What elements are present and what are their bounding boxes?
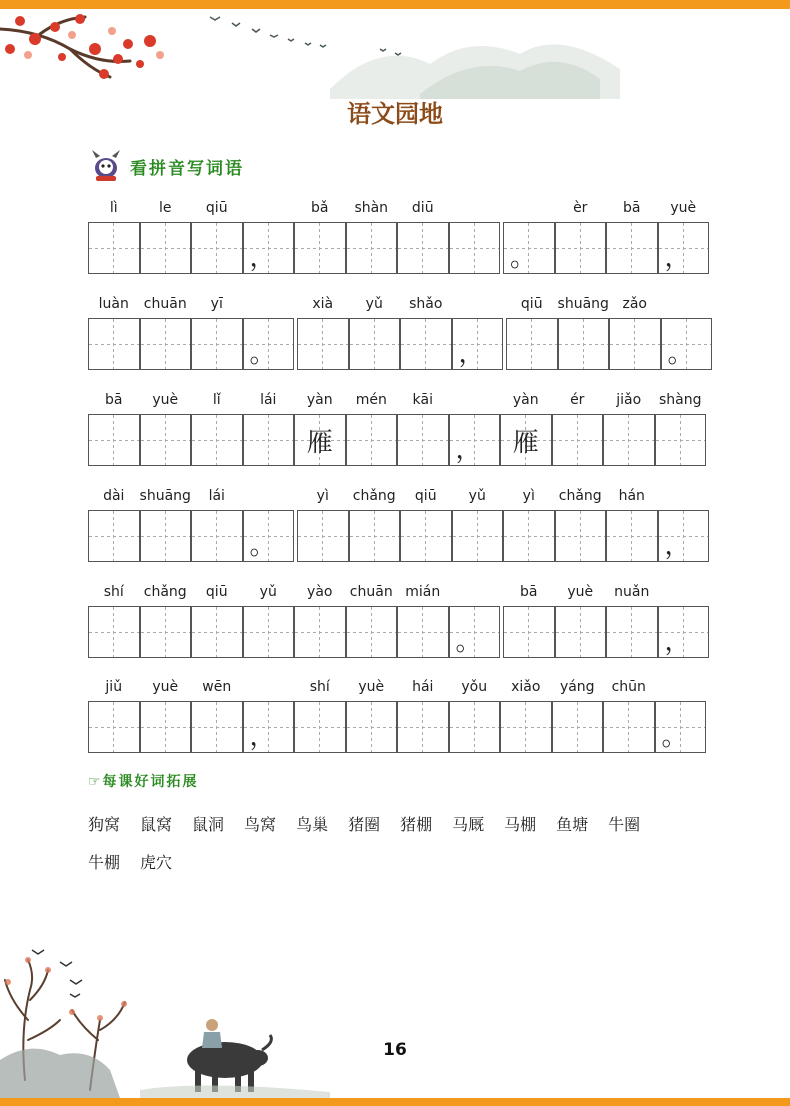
writing-cell[interactable]	[503, 606, 555, 658]
word-item: 马棚	[504, 815, 537, 834]
pinyin-label: hán	[618, 488, 645, 504]
writing-cell[interactable]	[140, 414, 192, 466]
pinyin-label: chǎng	[558, 488, 602, 504]
grid-row	[88, 296, 706, 372]
pinyin-label: chuān	[143, 296, 187, 312]
cell-character	[401, 511, 451, 561]
cell-punctuation: ，	[249, 722, 276, 752]
writing-cell[interactable]	[658, 510, 710, 562]
cell-character	[295, 223, 345, 273]
cell-punctuation: 。	[455, 627, 482, 657]
cell-character	[556, 607, 606, 657]
writing-cell[interactable]	[452, 318, 504, 370]
cell-character	[347, 223, 397, 273]
cell-character	[556, 223, 606, 273]
top-accent-bar	[0, 0, 790, 9]
writing-cell[interactable]	[400, 510, 452, 562]
bottom-accent-bar	[0, 1098, 790, 1106]
writing-cell[interactable]	[555, 510, 607, 562]
writing-cell[interactable]	[243, 318, 295, 370]
cell-character	[141, 415, 191, 465]
writing-cell[interactable]	[243, 222, 295, 274]
pinyin-label: lǐ	[212, 392, 221, 408]
pinyin-label: yǒu	[461, 679, 488, 695]
pinyin-label: chuān	[349, 584, 393, 600]
grid-row	[88, 679, 706, 755]
pinyin-label: qiū	[205, 584, 228, 600]
pinyin-label: mén	[355, 392, 387, 408]
pinyin-label: kāi	[412, 392, 434, 408]
word-item: 马厩	[452, 815, 485, 834]
writing-cell[interactable]	[400, 318, 452, 370]
writing-cell[interactable]	[243, 414, 295, 466]
cell-punctuation: ，	[455, 435, 482, 465]
writing-cell[interactable]	[191, 701, 243, 753]
word-item: 鼠窝	[140, 815, 173, 834]
writing-cell[interactable]	[88, 510, 140, 562]
cell-character	[244, 607, 294, 657]
writing-cell[interactable]	[503, 510, 555, 562]
pinyin-label: shǎo	[409, 296, 443, 312]
pinyin-label: yì	[522, 488, 535, 504]
writing-cell[interactable]	[191, 318, 243, 370]
cell-character	[295, 607, 345, 657]
cell-character	[450, 702, 500, 752]
cell-character	[89, 415, 139, 465]
writing-cell[interactable]	[140, 701, 192, 753]
pinyin-label: dài	[103, 488, 125, 504]
cell-character	[192, 511, 242, 561]
writing-cell[interactable]	[88, 222, 140, 274]
word-item: 鸟窝	[244, 815, 277, 834]
mascot-icon	[88, 148, 124, 182]
cell-character	[398, 702, 448, 752]
pinyin-label: wēn	[202, 679, 232, 695]
writing-cell[interactable]	[294, 606, 346, 658]
writing-cell[interactable]	[88, 701, 140, 753]
writing-cell[interactable]	[506, 318, 558, 370]
pinyin-label: bā	[105, 392, 123, 408]
cell-character	[192, 702, 242, 752]
cell-character	[507, 319, 557, 369]
writing-cell[interactable]	[297, 318, 349, 370]
writing-cell[interactable]	[552, 701, 604, 753]
writing-cell[interactable]	[603, 414, 655, 466]
word-item: 牛棚	[88, 853, 121, 872]
pinyin-label: yáng	[559, 679, 595, 695]
cell-character	[192, 415, 242, 465]
writing-cell[interactable]	[661, 318, 713, 370]
word-item: 虎穴	[140, 853, 173, 872]
writing-cell[interactable]	[346, 414, 398, 466]
cell-character	[401, 319, 451, 369]
pinyin-label: shàn	[354, 200, 389, 216]
word-item: 猪棚	[400, 815, 433, 834]
writing-cell[interactable]	[243, 606, 295, 658]
writing-cell[interactable]	[552, 414, 604, 466]
cell-character	[244, 415, 294, 465]
cell-punctuation: 。	[661, 722, 688, 752]
writing-cell[interactable]	[397, 222, 449, 274]
cell-character	[604, 415, 654, 465]
pinyin-label: jiǔ	[105, 679, 123, 695]
writing-cell[interactable]	[88, 318, 140, 370]
cell-character: 雁	[306, 427, 333, 458]
pinyin-label: shàng	[658, 392, 702, 408]
writing-cell[interactable]	[606, 510, 658, 562]
cell-character	[347, 415, 397, 465]
writing-cell[interactable]	[658, 606, 710, 658]
word-list	[88, 806, 708, 882]
writing-cell[interactable]	[297, 510, 349, 562]
writing-cell[interactable]	[349, 510, 401, 562]
page-title: 语文园地	[347, 99, 443, 128]
cell-character	[350, 319, 400, 369]
writing-cell[interactable]	[500, 414, 552, 466]
writing-cell[interactable]	[294, 701, 346, 753]
writing-cell[interactable]	[397, 414, 449, 466]
word-item: 牛圈	[608, 815, 641, 834]
writing-cell[interactable]	[349, 318, 401, 370]
writing-cell[interactable]	[558, 318, 610, 370]
pinyin-label: yuè	[567, 584, 594, 600]
word-item: 鸟巢	[296, 815, 329, 834]
cell-character	[553, 702, 603, 752]
pinyin-label: lái	[208, 488, 225, 504]
pinyin-label: shí	[103, 584, 124, 600]
cell-character	[141, 511, 191, 561]
section-title: 看拼音写词语	[130, 159, 244, 179]
cell-character	[295, 702, 345, 752]
writing-cell[interactable]	[346, 606, 398, 658]
writing-cell[interactable]	[88, 606, 140, 658]
writing-cell[interactable]	[658, 222, 710, 274]
pinyin-label: èr	[573, 200, 588, 216]
pinyin-label: chǎng	[143, 584, 187, 600]
pinyin-label: qiū	[414, 488, 437, 504]
writing-cell[interactable]	[140, 606, 192, 658]
grid-row	[88, 488, 706, 564]
pinyin-label: mián	[405, 584, 441, 600]
pinyin-label: ér	[570, 392, 585, 408]
cell-character	[350, 511, 400, 561]
pinyin-label: yào	[307, 584, 333, 600]
grid-row	[88, 200, 706, 276]
writing-cell[interactable]	[397, 606, 449, 658]
cell-punctuation: 。	[510, 243, 537, 273]
cell-character	[141, 319, 191, 369]
cell-character	[559, 319, 609, 369]
writing-cell[interactable]	[243, 701, 295, 753]
cell-character	[556, 511, 606, 561]
pinyin-label: yuè	[670, 200, 697, 216]
pinyin-label: yǔ	[259, 584, 277, 600]
pinyin-label: xiǎo	[511, 679, 541, 695]
cell-character	[553, 415, 603, 465]
plum-blossom-branch-art	[0, 9, 790, 99]
cell-character	[604, 702, 654, 752]
cell-character	[89, 223, 139, 273]
writing-cell[interactable]	[555, 222, 607, 274]
pinyin-label: jiǎo	[616, 392, 642, 408]
cell-character	[453, 511, 503, 561]
cell-character	[398, 607, 448, 657]
word-item: 鱼塘	[556, 815, 589, 834]
page-number: 16	[383, 1040, 407, 1060]
cell-punctuation: ，	[249, 243, 276, 273]
pinyin-label: yuè	[152, 679, 179, 695]
writing-cell[interactable]	[346, 701, 398, 753]
cell-character	[504, 607, 554, 657]
cell-punctuation: 。	[667, 339, 694, 369]
cell-character	[89, 319, 139, 369]
pinyin-label: bǎ	[311, 200, 329, 216]
pinyin-label: yuè	[358, 679, 385, 695]
writing-cell[interactable]	[606, 222, 658, 274]
pinyin-label: nuǎn	[614, 584, 650, 600]
word-item: 猪圈	[348, 815, 381, 834]
writing-cell[interactable]	[294, 414, 346, 466]
cell-character	[607, 511, 657, 561]
cell-character	[398, 415, 448, 465]
writing-cell[interactable]	[449, 414, 501, 466]
writing-cell[interactable]	[452, 510, 504, 562]
writing-cell[interactable]	[88, 414, 140, 466]
word-item: 狗窝	[88, 815, 121, 834]
writing-cell[interactable]	[191, 606, 243, 658]
cell-character	[298, 319, 348, 369]
writing-cell[interactable]	[346, 222, 398, 274]
writing-cell[interactable]	[140, 222, 192, 274]
writing-cell[interactable]	[397, 701, 449, 753]
cell-character	[610, 319, 660, 369]
pinyin-label: bā	[520, 584, 538, 600]
pinyin-label: yī	[210, 296, 223, 312]
cell-character	[141, 223, 191, 273]
writing-cell[interactable]	[655, 414, 707, 466]
pinyin-label: diū	[411, 200, 434, 216]
cell-character	[141, 607, 191, 657]
cell-character	[192, 223, 242, 273]
pinyin-label: yǔ	[468, 488, 486, 504]
pinyin-label: shuāng	[139, 488, 191, 504]
cell-character	[89, 702, 139, 752]
pinyin-label: lái	[260, 392, 277, 408]
pinyin-label: shuāng	[557, 296, 609, 312]
cell-character	[607, 223, 657, 273]
pinyin-label: chǎng	[352, 488, 396, 504]
pinyin-label: yàn	[512, 392, 539, 408]
pinyin-label: qiū	[520, 296, 543, 312]
cell-character	[347, 702, 397, 752]
cell-punctuation: 。	[249, 531, 276, 561]
cell-character	[501, 702, 551, 752]
pinyin-label: chūn	[611, 679, 646, 695]
pinyin-label: yǔ	[365, 296, 383, 312]
writing-cell[interactable]	[191, 510, 243, 562]
cell-character	[607, 607, 657, 657]
cell-character	[89, 607, 139, 657]
writing-cell[interactable]	[603, 701, 655, 753]
writing-cell[interactable]	[294, 222, 346, 274]
cell-character	[192, 607, 242, 657]
cell-punctuation: ，	[664, 627, 691, 657]
pinyin-label: qiū	[205, 200, 228, 216]
cell-character	[141, 702, 191, 752]
pinyin-label: hái	[412, 679, 434, 695]
cell-character	[398, 223, 448, 273]
cell-punctuation: ，	[458, 339, 485, 369]
writing-cell[interactable]	[555, 606, 607, 658]
pinyin-label: yàn	[306, 392, 333, 408]
pinyin-label: yuè	[152, 392, 179, 408]
cell-character	[89, 511, 139, 561]
cell-character	[656, 415, 706, 465]
writing-cell[interactable]	[140, 510, 192, 562]
pinyin-label: yì	[316, 488, 329, 504]
pinyin-label: bā	[623, 200, 641, 216]
pinyin-label: shí	[309, 679, 330, 695]
writing-cell[interactable]	[606, 606, 658, 658]
word-item: 鼠洞	[192, 815, 225, 834]
writing-cell[interactable]	[191, 414, 243, 466]
cell-character	[450, 223, 500, 273]
cell-character	[347, 607, 397, 657]
cell-character	[192, 319, 242, 369]
writing-cell[interactable]	[243, 510, 295, 562]
tree-rock-art	[0, 930, 330, 1098]
writing-cell[interactable]	[449, 222, 501, 274]
cell-punctuation: ，	[664, 531, 691, 561]
writing-cell[interactable]	[191, 222, 243, 274]
pinyin-label: lì	[109, 200, 118, 216]
writing-cell[interactable]	[500, 701, 552, 753]
cell-punctuation: 。	[249, 339, 276, 369]
writing-cell[interactable]	[449, 701, 501, 753]
pinyin-label: zǎo	[622, 296, 647, 312]
writing-cell[interactable]	[609, 318, 661, 370]
writing-cell[interactable]	[140, 318, 192, 370]
cell-punctuation: ，	[664, 243, 691, 273]
pinyin-label: luàn	[98, 296, 129, 312]
cell-character	[298, 511, 348, 561]
grid-row	[88, 392, 706, 468]
cell-character: 雁	[512, 427, 539, 458]
pinyin-label: le	[158, 200, 172, 216]
cell-character	[504, 511, 554, 561]
extension-title: ☞每课好词拓展	[88, 774, 199, 790]
writing-cell[interactable]	[655, 701, 707, 753]
writing-cell[interactable]	[449, 606, 501, 658]
pinyin-label: xià	[312, 296, 334, 312]
grid-row	[88, 584, 706, 660]
writing-cell[interactable]	[503, 222, 555, 274]
